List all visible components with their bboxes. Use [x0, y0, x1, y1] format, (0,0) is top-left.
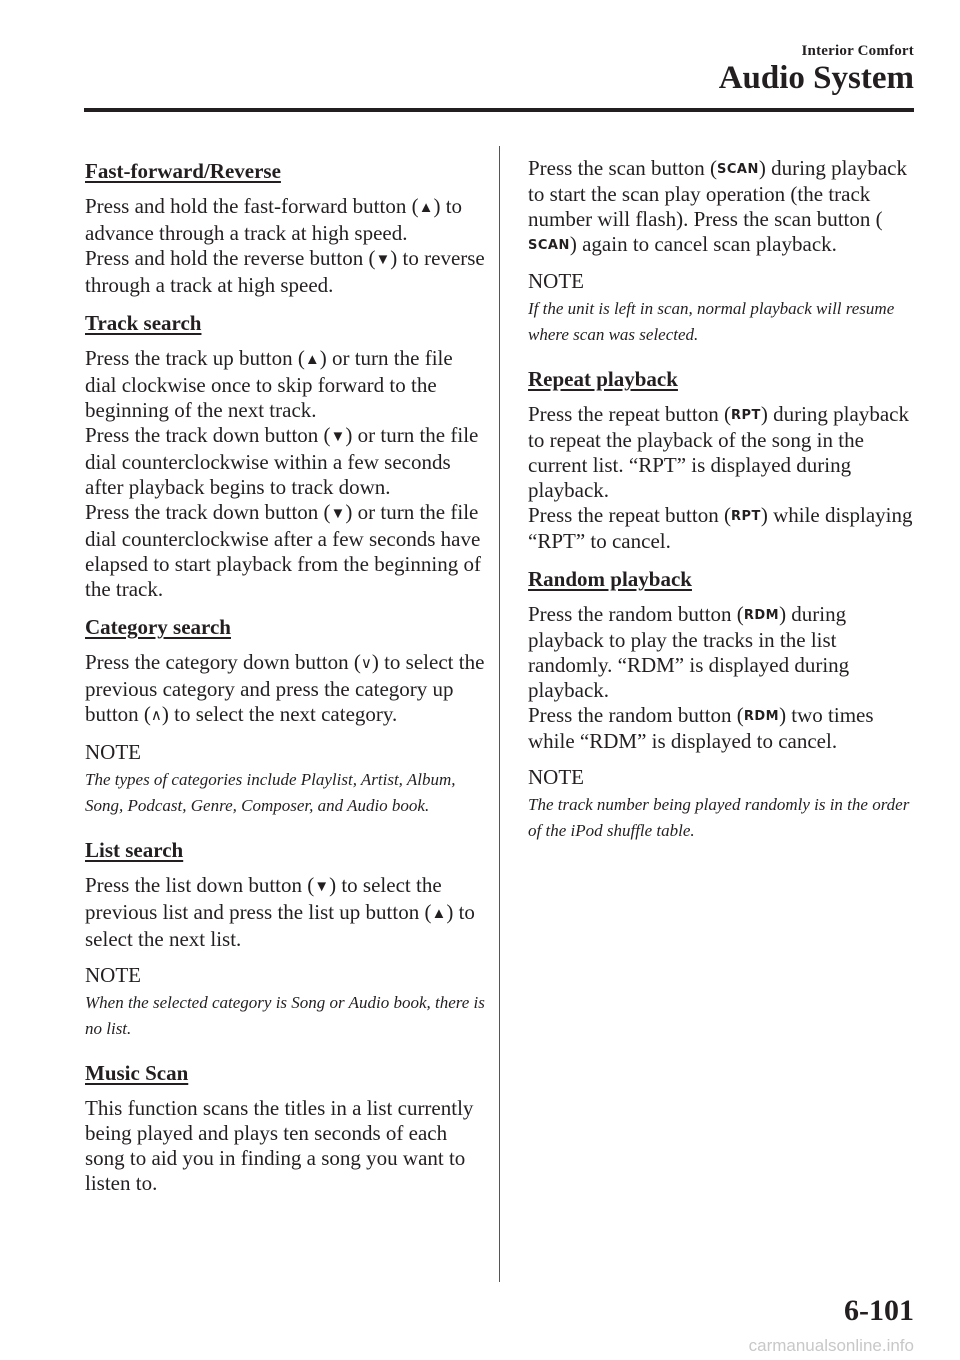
- watermark: carmanualsonline.info: [748, 1336, 914, 1355]
- note-label: NOTE: [85, 740, 141, 764]
- repeat-playback-text: Press the repeat button (RPT) during playback to repeat the playback of the song in the current list. “RPT” is displayed during playback. Press the repeat button (RPT) while displaying “RPT” to cancel.: [528, 402, 913, 553]
- scan-note: If the unit is left in scan, normal playback will resume where scan was selected.: [528, 299, 895, 344]
- chevron-up-icon: ∧: [150, 708, 162, 724]
- right-column: [528, 156, 918, 860]
- fast-forward-heading: Fast-forward/Reverse: [85, 159, 281, 183]
- note-label: NOTE: [85, 963, 141, 987]
- list-search-heading: List search: [85, 838, 184, 862]
- scan-button-icon: SCAN: [716, 162, 759, 177]
- list-search-text: Press the list down button (▼) to select the previous list and press the list up button (▲) to select the next list.: [85, 873, 475, 951]
- page-number: 6-101: [844, 1294, 914, 1327]
- random-note: The track number being played randomly is in the order of the iPod shuffle table.: [528, 795, 910, 840]
- category-note: The types of categories include Playlist, Artist, Album, Song, Podcast, Genre, Composer, and Audio book.: [85, 770, 456, 815]
- music-scan-heading: Music Scan: [85, 1061, 189, 1085]
- track-search-heading: Track search: [85, 311, 202, 335]
- music-scan-text: This function scans the titles in a list currently being played and plays ten seconds of each song to aid you in finding a song you want to listen to.: [85, 1096, 474, 1195]
- random-playback-heading: Random playback: [528, 567, 692, 591]
- repeat-playback-heading: Repeat playback: [528, 367, 678, 391]
- section-label: Interior Comfort: [801, 43, 914, 59]
- list-note: When the selected category is Song or Audio book, there is no list.: [85, 993, 485, 1038]
- chevron-down-icon: ∨: [360, 656, 372, 672]
- note-label: NOTE: [528, 765, 584, 789]
- left-column: [85, 156, 485, 1206]
- triangle-up-icon: ▲: [431, 906, 447, 922]
- scan-text: Press the scan button (SCAN) during playback to start the scan play operation (the track number will flash). Press the scan button (SCAN) again to cancel scan playback.: [528, 156, 907, 256]
- triangle-up-icon: ▲: [304, 352, 320, 368]
- random-button-icon: RDM: [743, 709, 780, 724]
- triangle-up-icon: ▲: [418, 200, 434, 216]
- section-title: Audio System: [718, 60, 914, 96]
- scan-button-icon: SCAN: [528, 238, 570, 253]
- triangle-down-icon: ▼: [314, 879, 330, 895]
- column-divider: [499, 146, 500, 1282]
- category-search-heading: Category search: [85, 615, 231, 639]
- repeat-button-icon: RPT: [730, 408, 761, 423]
- category-search-text: Press the category down button (∨) to select the previous category and press the category up button (∧) to select the next category.: [85, 650, 485, 729]
- repeat-button-icon: RPT: [730, 509, 761, 524]
- fast-forward-text: Press and hold the fast-forward button (▲) to advance through a track at high speed. Press and hold the reverse button (▼) to reverse through a track at high speed.: [85, 194, 485, 297]
- track-search-text: Press the track up button (▲) or turn the file dial clockwise once to skip forward to the beginning of the next track. Press the track down button (▼) or turn the file dial counterclockwise within a few seconds after playback begins to track down. Press the track down button (▼) or turn the file dial counterclockwise after a few seconds have elapsed to start playback from the beginning of the track.: [85, 346, 481, 601]
- random-playback-text: Press the random button (RDM) during playback to play the tracks in the list randomly. “RDM” is displayed during playback. Press the random button (RDM) two times while “RDM” is displayed to cancel.: [528, 602, 874, 753]
- triangle-down-icon: ▼: [375, 252, 391, 268]
- triangle-down-icon: ▼: [330, 429, 346, 445]
- header-rule: [84, 108, 914, 112]
- note-label: NOTE: [528, 269, 584, 293]
- triangle-down-icon: ▼: [330, 506, 346, 522]
- random-button-icon: RDM: [743, 608, 780, 623]
